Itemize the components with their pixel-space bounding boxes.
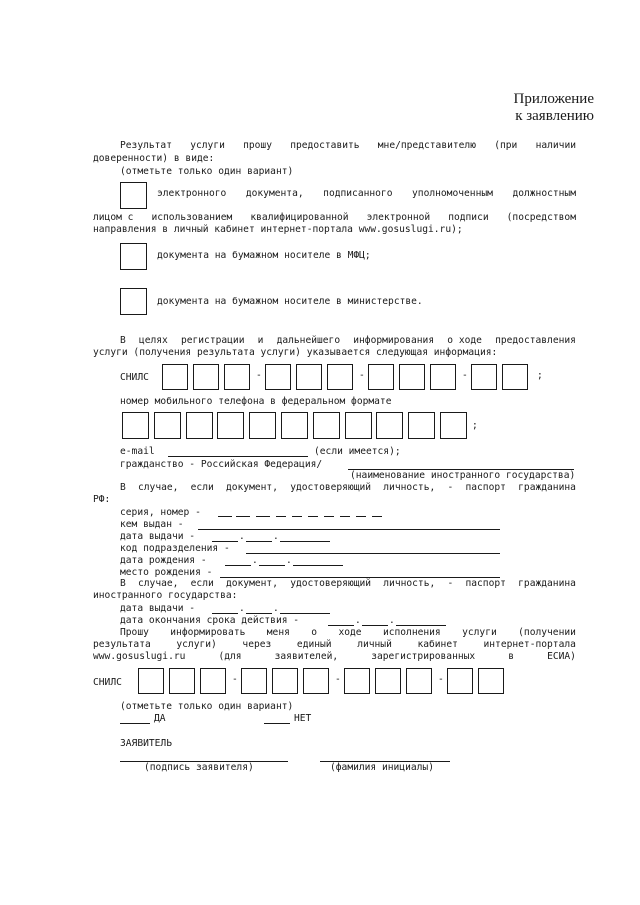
date-dot: . xyxy=(252,555,258,566)
applicant-heading: ЗАЯВИТЕЛЬ xyxy=(120,738,172,749)
option-electronic-checkbox[interactable] xyxy=(120,182,147,209)
phone-digit-box[interactable] xyxy=(408,412,435,439)
date-dot: . xyxy=(286,555,292,566)
signature-caption: (подпись заявителя) xyxy=(144,762,254,773)
date-year-slot[interactable] xyxy=(396,625,446,626)
no-label: НЕТ xyxy=(294,713,312,724)
series-number-label: серия, номер - xyxy=(120,507,201,518)
issued-by-field[interactable] xyxy=(198,529,500,530)
snils-digit-box[interactable] xyxy=(193,364,219,390)
snils-digit-box[interactable] xyxy=(447,668,473,694)
snils-digit-box[interactable] xyxy=(200,668,226,694)
series-number-slot[interactable] xyxy=(276,516,286,517)
snils-digit-box[interactable] xyxy=(478,668,504,694)
notify-snils-label: СНИЛС xyxy=(93,677,122,688)
notify-request-cont: результата услуги) через единый личный кабинет интернет-портала xyxy=(93,639,576,650)
passport-intro: В случае, если документ, удостоверяющий личность, - паспорт гражданина xyxy=(120,482,576,493)
foreign-state-caption: (наименование иностранного государства) xyxy=(350,470,576,481)
notify-hint: (отметьте только один вариант) xyxy=(120,701,294,712)
option-ministry-label: документа на бумажном носителе в министерстве. xyxy=(157,296,423,307)
snils-digit-box[interactable] xyxy=(265,364,291,390)
dept-code-field[interactable] xyxy=(246,553,500,554)
snils-digit-box[interactable] xyxy=(344,668,370,694)
snils-digit-box[interactable] xyxy=(399,364,425,390)
annex-subtitle: к заявлению xyxy=(515,108,594,124)
foreign-expiry-label: дата окончания срока действия - xyxy=(120,615,300,626)
phone-digit-box[interactable] xyxy=(154,412,181,439)
email-field[interactable] xyxy=(168,456,308,457)
yes-label: ДА xyxy=(154,713,166,724)
date-dot: . xyxy=(389,615,395,626)
date-dot: . xyxy=(239,531,245,542)
date-month-slot[interactable] xyxy=(259,565,285,566)
phone-digit-box[interactable] xyxy=(249,412,276,439)
date-dot: . xyxy=(239,603,245,614)
birth-date-label: дата рождения - xyxy=(120,555,207,566)
snils-separator: - xyxy=(232,674,238,685)
result-intro: Результат услуги прошу предоставить мне/представителю (при наличии xyxy=(120,140,576,151)
issued-by-label: кем выдан - xyxy=(120,519,184,530)
phone-digit-box[interactable] xyxy=(122,412,149,439)
dept-code-label: код подразделения - xyxy=(120,543,230,554)
email-label: e-mail xyxy=(120,446,155,457)
snils-digit-box[interactable] xyxy=(327,364,353,390)
birth-place-label: место рождения - xyxy=(120,567,213,578)
foreign-passport-intro: В случае, если документ, удостоверяющий личность, - паспорт гражданина xyxy=(120,578,576,589)
result-hint: (отметьте только один вариант) xyxy=(120,166,294,177)
info-intro: В целях регистрации и дальнейшего информирования о ходе предоставления xyxy=(120,335,576,346)
phone-digit-box[interactable] xyxy=(217,412,244,439)
series-number-slot[interactable] xyxy=(292,516,302,517)
option-electronic-label: электронного документа, подписанного уполномоченным должностным xyxy=(157,188,576,199)
phone-digit-box[interactable] xyxy=(186,412,213,439)
series-number-slot[interactable] xyxy=(236,516,250,517)
series-number-slot[interactable] xyxy=(324,516,334,517)
citizenship-label: гражданство - Российская Федерация/ xyxy=(120,459,323,470)
date-month-slot[interactable] xyxy=(362,625,388,626)
foreign-issue-date-label: дата выдачи - xyxy=(120,603,196,614)
option-mfc-label: документа на бумажном носителе в МФЦ; xyxy=(157,250,371,261)
snils-digit-box[interactable] xyxy=(375,668,401,694)
snils-digit-box[interactable] xyxy=(241,668,267,694)
series-number-slot[interactable] xyxy=(308,516,318,517)
date-year-slot[interactable] xyxy=(280,541,330,542)
phone-digit-box[interactable] xyxy=(440,412,467,439)
result-intro-cont: доверенности) в виде: xyxy=(93,153,215,164)
snils-digit-box[interactable] xyxy=(303,668,329,694)
option-ministry-checkbox[interactable] xyxy=(120,288,147,315)
date-day-slot[interactable] xyxy=(225,565,251,566)
annex-title: Приложение xyxy=(513,91,594,107)
option-electronic-label-cont: лицом с использованием квалифицированной электронной подписи (посредством xyxy=(93,212,576,223)
phone-digit-box[interactable] xyxy=(345,412,372,439)
date-day-slot[interactable] xyxy=(212,613,238,614)
name-caption: (фамилия инициалы) xyxy=(330,762,434,773)
date-month-slot[interactable] xyxy=(246,613,272,614)
yes-mark-field[interactable] xyxy=(120,723,150,724)
phone-digit-box[interactable] xyxy=(313,412,340,439)
option-electronic-label-end: направления в личный кабинет интернет-портала www.gosuslugi.ru); xyxy=(93,224,463,235)
foreign-passport-intro-cont: иностранного государства: xyxy=(93,590,238,601)
date-year-slot[interactable] xyxy=(280,613,330,614)
snils-digit-box[interactable] xyxy=(471,364,497,390)
date-day-slot[interactable] xyxy=(328,625,354,626)
snils-separator: - xyxy=(335,674,341,685)
snils-separator: - xyxy=(462,370,468,381)
date-month-slot[interactable] xyxy=(246,541,272,542)
date-day-slot[interactable] xyxy=(212,541,238,542)
series-number-slot[interactable] xyxy=(256,516,270,517)
series-number-slot[interactable] xyxy=(340,516,350,517)
snils-digit-box[interactable] xyxy=(406,668,432,694)
snils-label: СНИЛС xyxy=(120,372,149,383)
series-number-slot[interactable] xyxy=(218,516,232,517)
snils-digit-box[interactable] xyxy=(368,364,394,390)
no-mark-field[interactable] xyxy=(264,723,290,724)
notify-request-end: www.gosuslugi.ru (для заявителей, зарегистрированных в ЕСИА) xyxy=(93,651,576,662)
snils-digit-box[interactable] xyxy=(138,668,164,694)
date-dot: . xyxy=(273,603,279,614)
snils-separator: - xyxy=(256,370,262,381)
option-mfc-checkbox[interactable] xyxy=(120,243,147,270)
notify-request: Прошу информировать меня о ходе исполнения услуги (получении xyxy=(120,627,576,638)
snils-digit-box[interactable] xyxy=(162,364,188,390)
phone-digit-box[interactable] xyxy=(376,412,403,439)
date-dot: . xyxy=(273,531,279,542)
date-dot: . xyxy=(355,615,361,626)
snils-digit-box[interactable] xyxy=(430,364,456,390)
date-year-slot[interactable] xyxy=(293,565,343,566)
snils-digit-box[interactable] xyxy=(272,668,298,694)
series-number-slot[interactable] xyxy=(356,516,366,517)
snils-separator: - xyxy=(359,370,365,381)
phone-label: номер мобильного телефона в федеральном формате xyxy=(120,396,392,407)
snils-separator: - xyxy=(438,674,444,685)
series-number-slot[interactable] xyxy=(372,516,382,517)
snils-digit-box[interactable] xyxy=(296,364,322,390)
email-note: (если имеется); xyxy=(314,446,401,457)
snils-digit-box[interactable] xyxy=(502,364,528,390)
passport-intro-cont: РФ: xyxy=(93,494,111,505)
issue-date-label: дата выдачи - xyxy=(120,531,196,542)
phone-digit-box[interactable] xyxy=(281,412,308,439)
phone-end: ; xyxy=(472,420,478,431)
info-intro-cont: услуги (получения результата услуги) указывается следующая информация: xyxy=(93,347,498,358)
snils-end: ; xyxy=(537,370,543,381)
snils-digit-box[interactable] xyxy=(169,668,195,694)
snils-digit-box[interactable] xyxy=(224,364,250,390)
